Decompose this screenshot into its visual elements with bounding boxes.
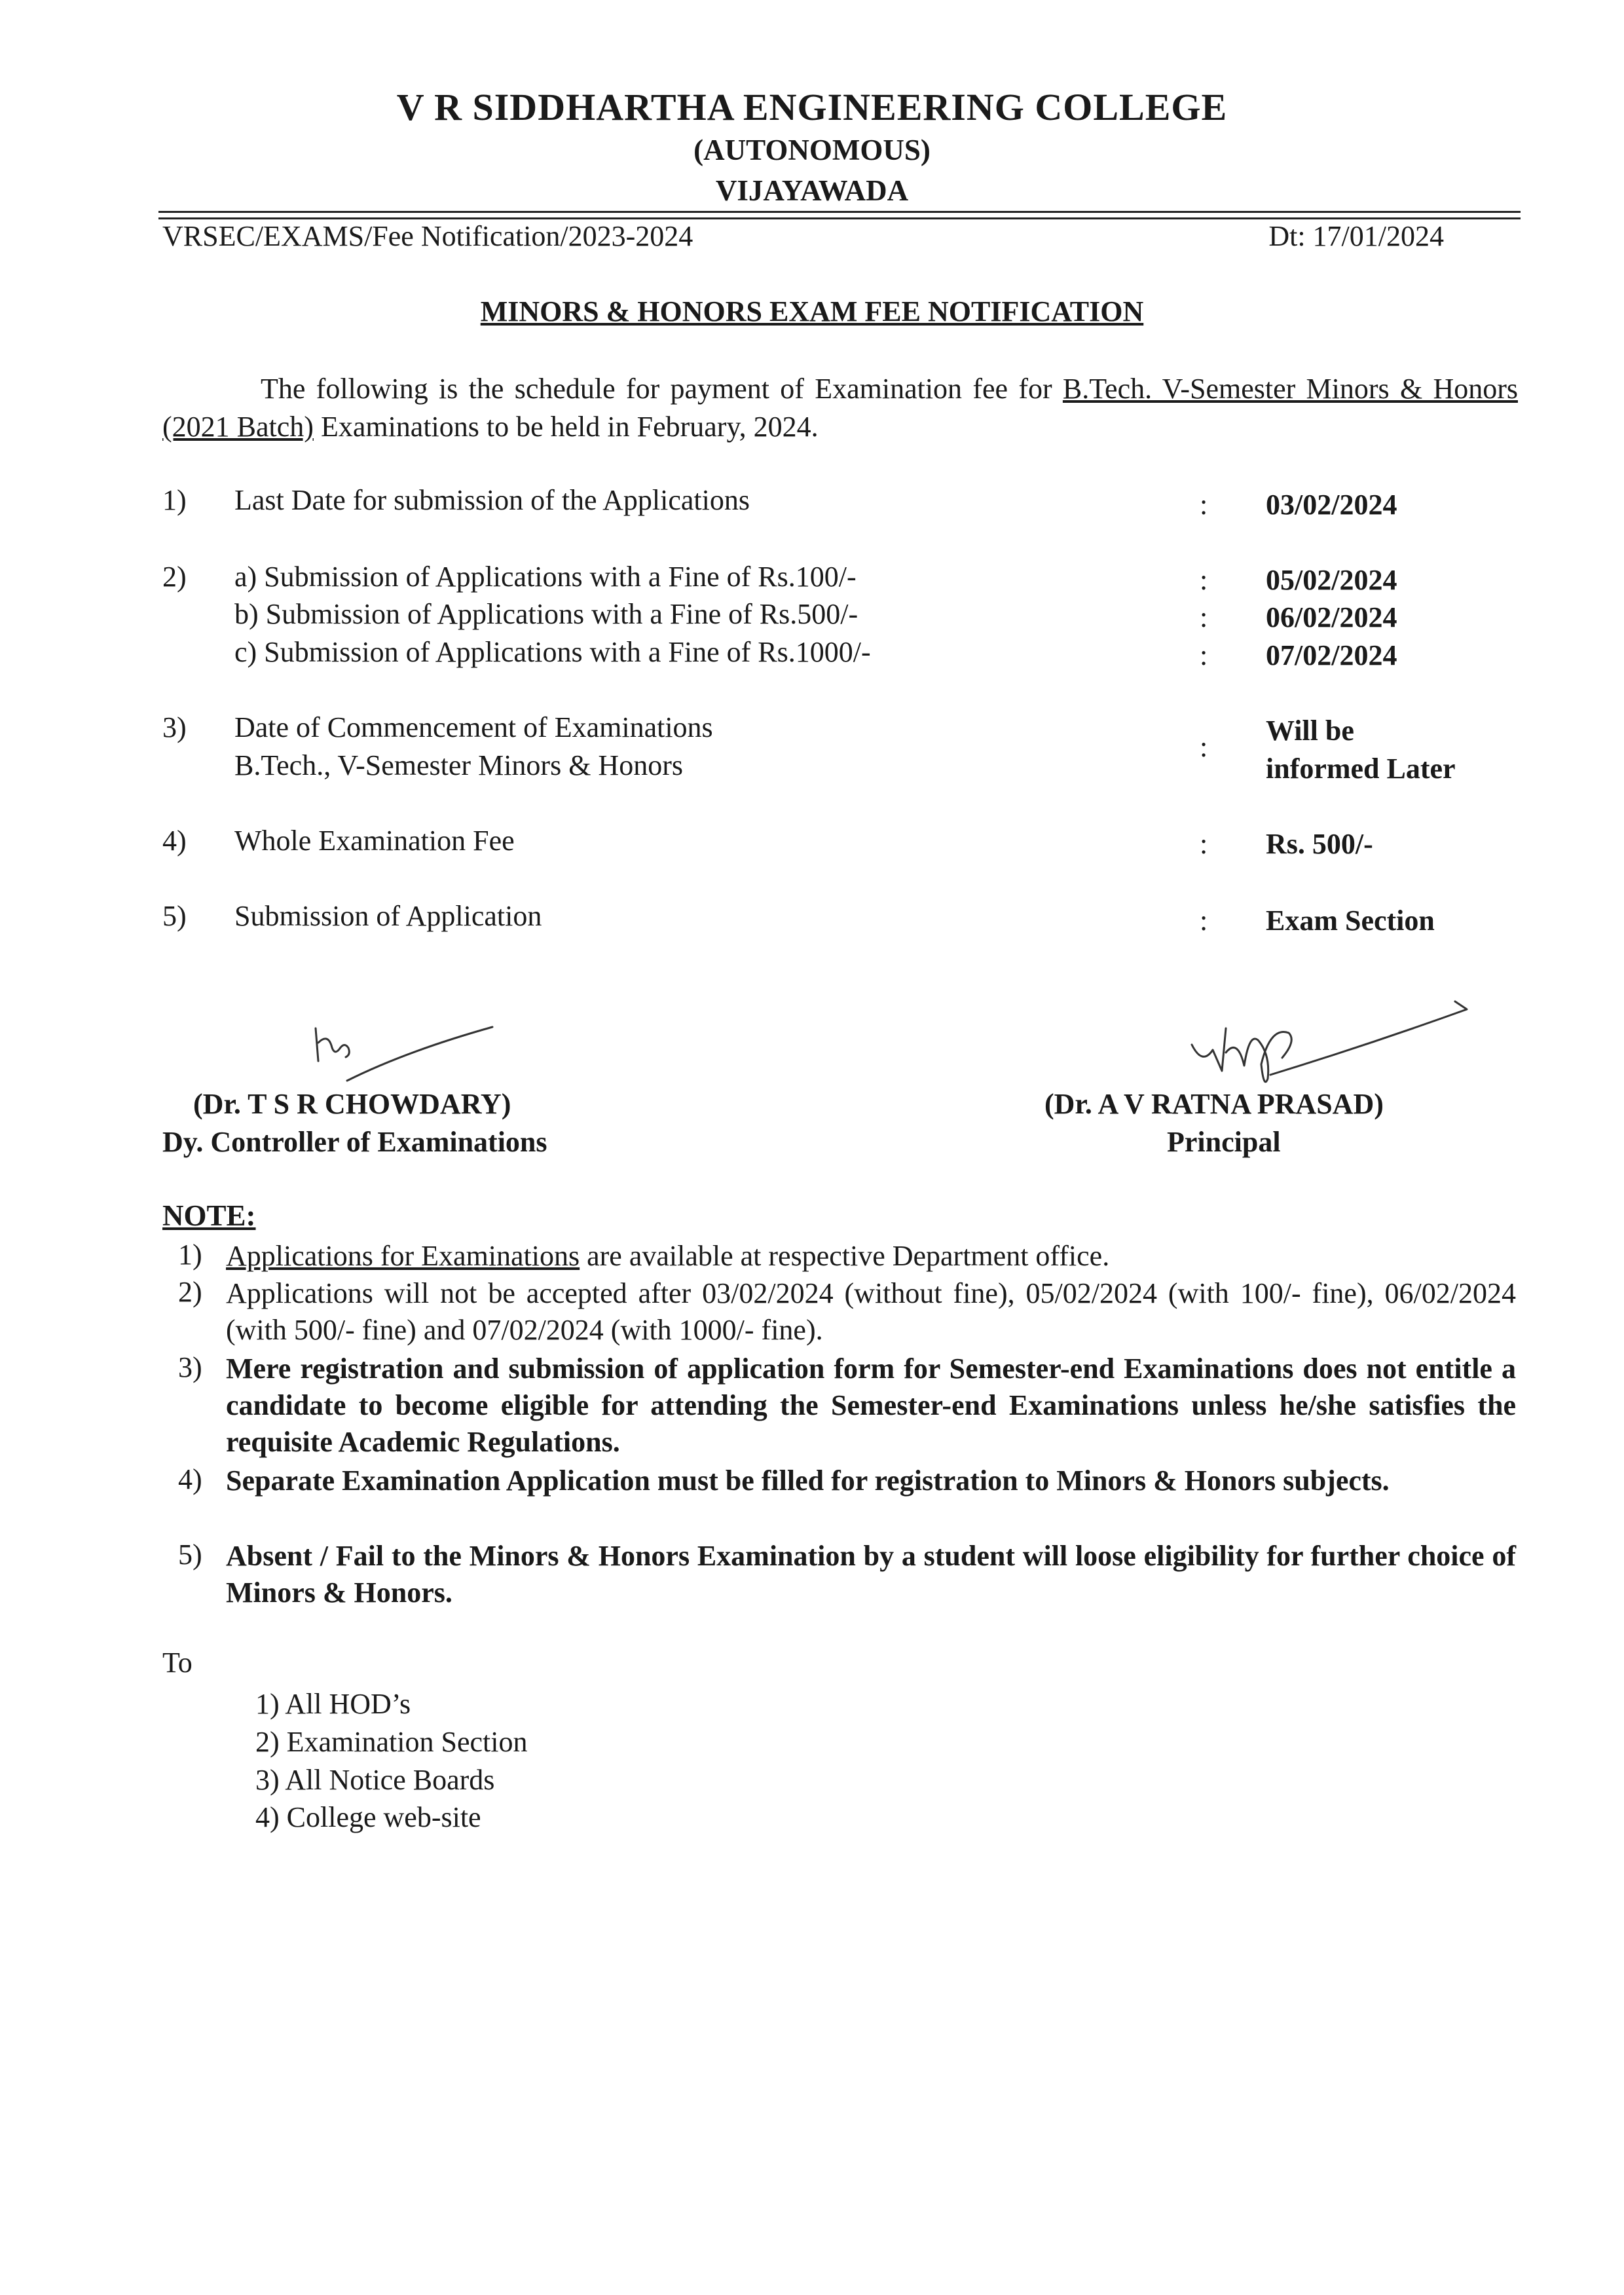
schedule-colon: : xyxy=(1200,828,1208,860)
schedule-label: Submission of Application xyxy=(234,900,542,932)
college-name: V R SIDDHARTHA ENGINEERING COLLEGE xyxy=(396,86,1228,128)
notice-heading: MINORS & HONORS EXAM FEE NOTIFICATION xyxy=(480,295,1144,327)
note-item xyxy=(226,1238,1516,1275)
schedule-value: Will be xyxy=(1266,715,1354,747)
schedule-number: 3) xyxy=(162,711,187,743)
schedule-colon: : xyxy=(1200,731,1208,763)
note-item: Mere registration and submission of application form for Semester-end Examinations does not entitle a candidate to become eligible for attending the Semester-end Examinations unless he/she satisfies the requisite Academic Regulations. xyxy=(226,1353,1516,1458)
schedule-value: 06/02/2024 xyxy=(1266,601,1397,633)
schedule-label: a) Submission of Applications with a Fine of Rs.100/- xyxy=(234,561,857,593)
left-signatory-role: Dy. Controller of Examinations xyxy=(162,1126,547,1158)
schedule-number: 1) xyxy=(162,484,187,516)
schedule-label: b) Submission of Applications with a Fine of Rs.500/- xyxy=(234,598,858,630)
note-title: NOTE: xyxy=(162,1199,256,1232)
right-signature xyxy=(1172,992,1473,1097)
schedule-value: Rs. 500/- xyxy=(1266,828,1373,860)
note-number: 1) xyxy=(178,1239,202,1271)
recipients-to: To xyxy=(162,1647,193,1679)
note-underlined-text: Applications for Examinations xyxy=(226,1240,580,1272)
reference-number: VRSEC/EXAMS/Fee Notification/2023-2024 xyxy=(162,220,693,252)
right-signatory-name: (Dr. A V RATNA PRASAD) xyxy=(1044,1088,1384,1120)
schedule-colon: : xyxy=(1200,905,1208,937)
left-signatory-name: (Dr. T S R CHOWDARY) xyxy=(193,1088,511,1120)
intro-lead: The following is the schedule for payment of Examination fee for xyxy=(261,373,1063,405)
schedule-colon: : xyxy=(1200,489,1208,521)
recipient-item: 2) Examination Section xyxy=(255,1726,528,1758)
note-number: 3) xyxy=(178,1351,202,1383)
schedule-number: 2) xyxy=(162,561,187,593)
intro-tail: Examinations to be held in February, 2024. xyxy=(313,411,819,443)
schedule-value: Exam Section xyxy=(1266,905,1435,937)
schedule-colon: : xyxy=(1200,601,1208,633)
note-item: Separate Examination Application must be filled for registration to Minors & Honors subjects. xyxy=(226,1465,1390,1497)
schedule-value-second-line: informed Later xyxy=(1266,753,1456,785)
note-number: 4) xyxy=(178,1463,202,1495)
city-label: VIJAYAWADA xyxy=(715,174,909,207)
schedule-label: Last Date for submission of the Applications xyxy=(234,484,750,516)
notice-date: Dt: 17/01/2024 xyxy=(1268,220,1444,252)
schedule-label: Whole Examination Fee xyxy=(234,825,515,857)
intro-paragraph xyxy=(162,370,1518,446)
note-item: Applications will not be accepted after 03/02/2024 (without fine), 05/02/2024 (with 100/- fine), 06/02/2024 (with 500/- fine) and 07/02/2024 (with 1000/- fine). xyxy=(226,1277,1516,1346)
recipient-item: 4) College web-site xyxy=(255,1801,481,1833)
header-divider xyxy=(158,211,1521,213)
autonomous-label: (AUTONOMOUS) xyxy=(693,134,931,166)
recipient-item: 3) All Notice Boards xyxy=(255,1764,495,1796)
note-number: 2) xyxy=(178,1276,202,1308)
schedule-number: 4) xyxy=(162,825,187,857)
schedule-label-second-line: B.Tech., V-Semester Minors & Honors xyxy=(234,749,683,781)
schedule-label: c) Submission of Applications with a Fine of Rs.1000/- xyxy=(234,636,871,668)
schedule-value: 03/02/2024 xyxy=(1266,489,1397,521)
schedule-colon: : xyxy=(1200,564,1208,596)
schedule-value: 05/02/2024 xyxy=(1266,564,1397,596)
note-number: 5) xyxy=(178,1539,202,1571)
intro-underlined-batch: B.Tech. V-Semester Minors & Honors (2021 Batch) xyxy=(162,373,1518,443)
note-item: Absent / Fail to the Minors & Honors Examination by a student will loose eligibility for further choice of Minors & Honors. xyxy=(226,1540,1516,1609)
note-item-text: are available at respective Department office. xyxy=(580,1240,1110,1272)
right-signatory-role: Principal xyxy=(1167,1126,1281,1158)
left-signature xyxy=(308,1015,504,1094)
schedule-value: 07/02/2024 xyxy=(1266,639,1397,671)
schedule-label: Date of Commencement of Examinations xyxy=(234,711,713,743)
recipient-item: 1) All HOD’s xyxy=(255,1688,411,1720)
schedule-colon: : xyxy=(1200,639,1208,671)
schedule-number: 5) xyxy=(162,900,187,932)
